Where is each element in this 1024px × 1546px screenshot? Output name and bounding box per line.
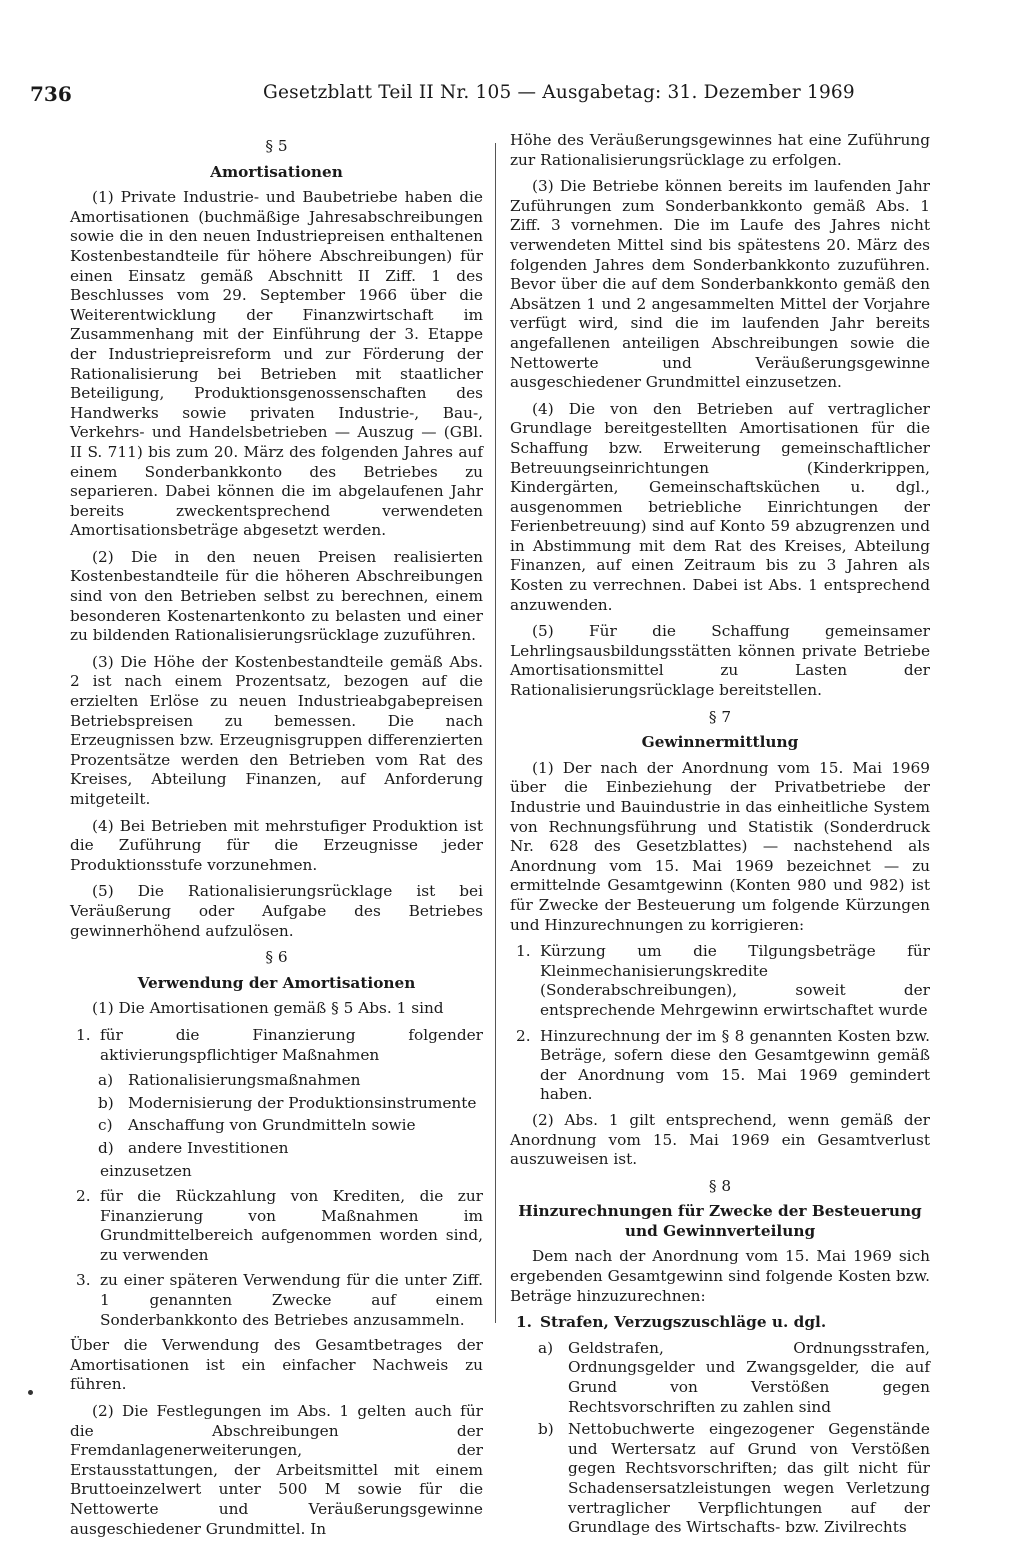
sub-item [98, 1116, 483, 1136]
item-text: Strafen, Verzugszuschläge u. dgl. [540, 1313, 827, 1332]
item-continuation: einzusetzen [100, 1161, 192, 1180]
s5-paragraph-3: (3) Die Höhe der Kostenbestandteile gemäß Abs. 2 ist nach einem Prozentsatz, bezogen auf die erzielten Erlöse zu neuen Industrieabgabepreisen Betriebspreisen zu bemessen. Die nach Erzeugnissen bzw. Erzeugnisgruppen differenzierten Prozentsätze werden den Betrieben vom Rat des Kreises, Abteilung Finanzen, auf Anforderung mitgeteilt. [70, 652, 483, 808]
section-8-title-line-1: Hinzurechnungen für Zwecke der Besteuerung [518, 1202, 922, 1221]
s6-paragraph-4: (4) Die von den Betrieben auf vertraglicher Grundlage bereitgestellten Amortisationen für die Schaffung bzw. Erweiterung gemeinschaftlicher Betreuungseinrichtungen (Kinderkrippen, Kindergärten, Gemeinschaftsküchen u. dgl., ausgenommen betriebliche Einrichtungen der Ferienbetreuung) sind auf Konto 59 abzugrenzen und in Abstimmung mit dem Rat des Kreises, Abteilung Finanzen, auf einen Zeitraum bis zu 3 Jahren als Kosten zu verrechnen. Dabei ist Abs. 1 entsprechend anzuwenden. [510, 399, 930, 614]
sub-item-letter: a) [98, 1071, 114, 1090]
section-6-title: Verwendung der Amortisationen [137, 973, 416, 992]
s7-paragraph-2: (2) Abs. 1 gilt entsprechend, wenn gemäß der Anordnung vom 15. Mai 1969 ein Gesamtverlust auszuweisen ist. [510, 1110, 930, 1169]
s5-paragraph-1: (1) Private Industrie- und Baubetriebe haben die Amortisationen (buchmäßige Jahresabschreibungen sowie die in den neuen Industriepreisen enthaltenen Kostenbestandteile für höhere Abschreibungen) für einen Einsatz gemäß Abschnitt II Ziff. 1 des Beschlusses vom 29. September 1966 über die Weiterentwicklung der Finanzwirtschaft im Zusammenhang mit der Einführung der 3. Etappe der Industriepreisreform und zur Förderung der Rationalisierung bei Betrieben mit staatlicher Beteiligung, Produktionsgenossenschaften des Handwerks sowie privaten Industrie-, Bau-, Verkehrs- und Handelsbetrieben — Auszug — (GBl. II S. 711) bis zum 20. März des folgenden Jahres auf einem Sonderbankkonto des Betriebes zu separieren. Dabei können die im abgelaufenen Jahr bereits zweckentsprechend verwendeten Amortisationsbeträge abgesetzt werden. [70, 188, 483, 540]
list-item [70, 1271, 483, 1330]
sub-item-letter: b) [98, 1093, 114, 1112]
page-header [30, 82, 990, 112]
sub-item-letter: a) [538, 1338, 554, 1357]
s5-paragraph-4: (4) Bei Betrieben mit mehrstufiger Produktion ist die Zuführung für die Erzeugnisse jeder Produktionsstufe vorzunehmen. [70, 816, 483, 874]
item-text: zu einer späteren Verwendung für die unter Ziff. 1 genannten Zwecke auf einem Sonderbankkonto des Betriebes anzusammeln. [100, 1271, 483, 1329]
s6-paragraph-3: (3) Die Betriebe können bereits im laufenden Jahr Zuführungen zum Sonderbankkonto gemäß Abs. 1 Ziff. 3 vornehmen. Die im Laufe des Jahres nicht verwendeten Mittel sind bis spätestens 20. März des folgenden Jahres dem Sonderbankkonto zuzuführen. Bevor über die auf dem Sonderbankkonto gemäß den Absätzen 1 und 2 angesammelten Mittel der Vorjahre verfügt wird, sind die im laufenden Jahr bereits angefallenen anteiligen Abschreibungen sowie die Nettowerte und Veräußerungsgewinne ausgeschiedener Grundmittel einzusetzen. [510, 177, 930, 392]
sub-item-text: Anschaffung von Grundmitteln sowie [128, 1116, 416, 1135]
s8-paragraph-1: Dem nach der Anordnung vom 15. Mai 1969 sich ergebenden Gesamtgewinn sind folgende Kosten bzw. Beträge hinzuzurechnen: [510, 1247, 930, 1305]
s5-paragraph-2: (2) Die in den neuen Preisen realisierten Kostenbestandteile für die höheren Abschreibungen sind von den Betrieben selbst zu berechnen, einem besonderen Kostenartenkonto zu belasten und einer zu bildenden Rationalisierungsrücklage zuzuführen. [70, 547, 483, 645]
section-5-number: § 5 [265, 137, 288, 155]
s6-paragraph-1: (1) Die Amortisationen gemäß § 5 Abs. 1 sind [92, 999, 444, 1018]
sub-item [98, 1139, 483, 1159]
running-head: Gesetzblatt Teil II Nr. 105 — Ausgabetag: 31. Dezember 1969 [263, 82, 855, 103]
left-column [70, 133, 483, 1546]
item-number: 2. [516, 1026, 531, 1045]
list-item [70, 1026, 483, 1065]
sub-item [538, 1420, 930, 1538]
continued-paragraph: Höhe des Veräußerungsgewinnes hat eine Zuführung zur Rationalisierungsrücklage zu erfolgen. [510, 131, 930, 169]
sub-item-text: Nettobuchwerte eingezogener Gegenstände und Wertersatz auf Grund von Verstößen gegen Rechtsvorschriften; das gilt nicht für Schadensersatzleistungen wegen Verletzung vertraglicher Verpflichtungen auf der Grundlage des Wirtschafts- bzw. Zivilrechts [568, 1420, 930, 1537]
sub-item-text: andere Investitionen [128, 1138, 289, 1157]
sub-item-letter: d) [98, 1138, 114, 1157]
page-number: 736 [30, 82, 72, 106]
s7-paragraph-1: (1) Der nach der Anordnung vom 15. Mai 1969 über die Einbeziehung der Privatbetriebe der Industrie und Bauindustrie in das einheitliche System von Rechnungsführung und Statistik (Sonderdruck Nr. 628 des Gesetzblattes) — nachstehend als Anordnung vom 15. Mai 1969 bezeichnet — zu ermittelnde Gesamtgewinn (Konten 980 und 982) ist für Zwecke der Besteuerung um folgende Kürzungen und Hinzurechnungen zu korrigieren: [510, 758, 930, 934]
item-number: 1. [516, 942, 531, 961]
sub-item-text: Modernisierung der Produktionsinstrumente [128, 1093, 477, 1112]
section-7-number: § 7 [708, 707, 732, 726]
sub-item-text: Geldstrafen, Ordnungsstrafen, Ordnungsgelder und Zwangsgelder, die auf Grund von Verstößen gegen Rechtsvorschriften zu zahlen sind [568, 1338, 930, 1416]
list-item [70, 1187, 483, 1265]
sub-item-letter: b) [538, 1420, 554, 1439]
s6-summary-text: Über die Verwendung des Gesamtbetrages der Amortisationen ist ein einfacher Nachweis zu führen. [70, 1336, 483, 1394]
s5-paragraph-5: (5) Die Rationalisierungsrücklage ist bei Veräußerung oder Aufgabe des Betriebes gewinnerhöhend aufzulösen. [70, 882, 483, 940]
item-number: 2. [76, 1187, 91, 1206]
sub-item [538, 1339, 930, 1417]
s6-paragraph-5: (5) Für die Schaffung gemeinsamer Lehrlingsausbildungsstätten können private Betriebe Amortisationsmittel zu Lasten der Rationalisierungsrücklage bereitstellen. [510, 622, 930, 700]
column-divider [495, 143, 496, 1323]
sub-item [98, 1094, 483, 1114]
item-text: Hinzurechnung der im § 8 genannten Kosten bzw. Beträge, sofern diese den Gesamtgewinn gemäß der Anordnung vom 15. Mai 1969 gemindert haben. [540, 1026, 930, 1104]
item-text: Kürzung um die Tilgungsbeträge für Kleinmechanisierungskredite (Sonderabschreibungen), soweit der entsprechende Mehrgewinn erwirtschaftet wurde [540, 942, 930, 1019]
right-column [510, 131, 930, 1541]
margin-mark [28, 1390, 33, 1395]
section-6-number: § 6 [265, 948, 288, 967]
item-text: für die Finanzierung folgender aktivierungspflichtiger Maßnahmen [100, 1025, 483, 1064]
section-8-number: § 8 [708, 1176, 732, 1195]
item-text: für die Rückzahlung von Krediten, die zur Finanzierung von Maßnahmen im Grundmittelbereich aufgenommen worden sind, zu verwenden [100, 1187, 483, 1264]
item-number: 3. [76, 1271, 91, 1290]
section-8-title-line-2: und Gewinnverteilung [624, 1221, 816, 1240]
section-5-title: Amortisationen [210, 162, 343, 181]
item-number: 1. [516, 1313, 532, 1332]
list-item [510, 1027, 930, 1105]
sub-item-text: Rationalisierungsmaßnahmen [128, 1071, 361, 1090]
section-7-title: Gewinnermittlung [641, 733, 799, 752]
list-item [510, 942, 930, 1020]
s6-paragraph-2: (2) Die Festlegungen im Abs. 1 gelten auch für die Abschreibungen der Fremdanlagenerweiterungen, der Erstausstattungen, der Arbeitsmittel mit einem Bruttoeinzelwert unter 500 M sowie für die Nettowerte und Veräußerungsgewinne ausgeschiedener Grundmittel. In [70, 1402, 483, 1538]
item-number: 1. [76, 1025, 91, 1044]
sub-item-letter: c) [98, 1116, 113, 1135]
list-item [510, 1313, 930, 1333]
sub-item [98, 1071, 483, 1091]
